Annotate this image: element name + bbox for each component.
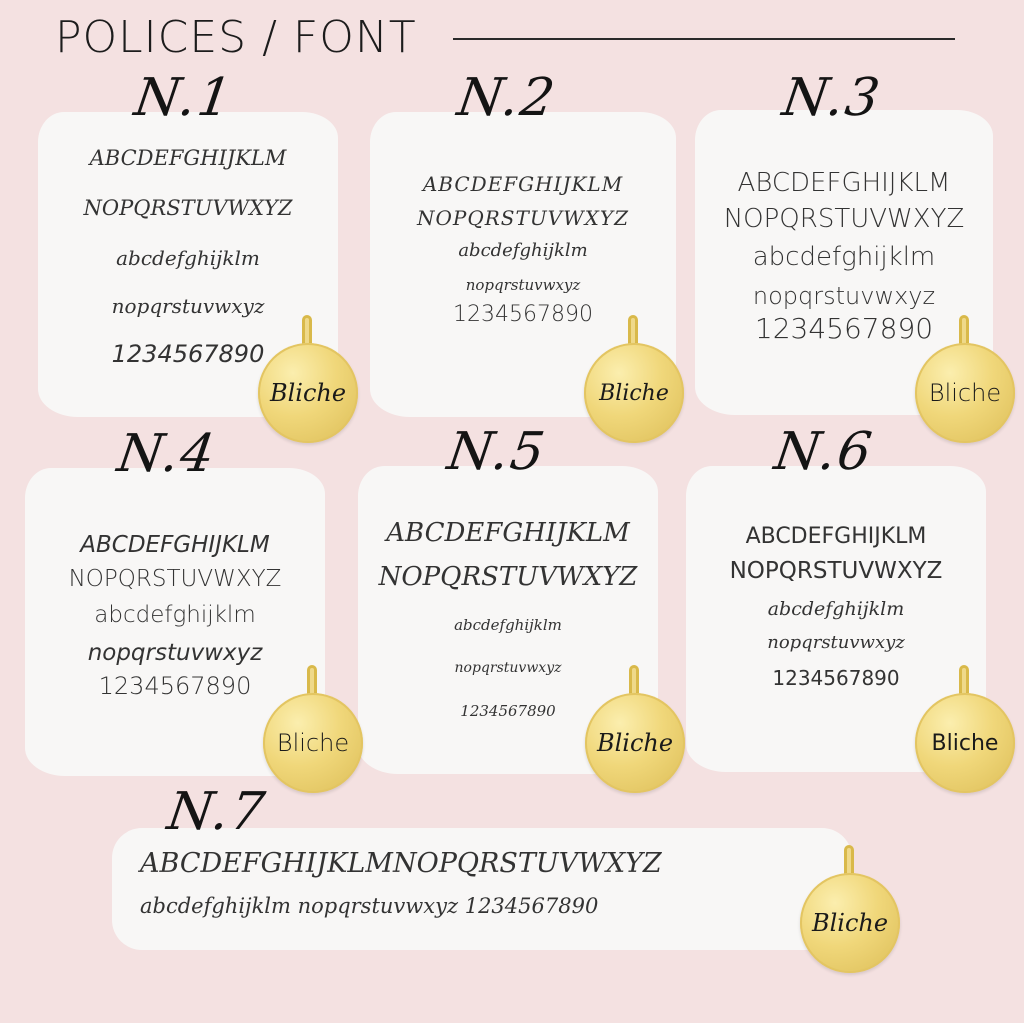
pendant-disc [584, 343, 684, 443]
pendant-text: Bliche [931, 730, 999, 756]
sample-lowercase-2: nopqrstuvwxyz [752, 282, 936, 310]
pendant-n7 [800, 845, 900, 975]
sample-digits: 1234567890 [453, 302, 593, 327]
sample-uppercase-1: ABCDEFGHIJKLM [89, 146, 287, 170]
sample-uppercase-2: NOPQRSTUVWXYZ [378, 562, 638, 592]
sample-uppercase-2: NOPQRSTUVWXYZ [416, 206, 630, 230]
pendant-text: Bliche [811, 909, 889, 937]
sample-lowercase-2: nopqrstuvwxyz [767, 632, 905, 653]
pendant-disc [585, 693, 685, 793]
sample-digits: 1234567890 [111, 340, 265, 368]
pendant-n3 [915, 315, 1015, 445]
sample-lowercase-digits: abcdefghijklm nopqrstuvwxyz 1234567890 [140, 894, 599, 918]
sample-uppercase-1: ABCDEFGHIJKLM [386, 518, 630, 548]
pendant-disc [915, 693, 1015, 793]
pendant-disc [800, 873, 900, 973]
pendant-n5 [585, 665, 685, 795]
font-label-n3: N.3 [778, 68, 886, 128]
sample-lowercase-1: abcdefghijklm [116, 246, 260, 270]
sample-uppercase: ABCDEFGHIJKLMNOPQRSTUVWXYZ [140, 848, 662, 879]
sample-uppercase-2: NOPQRSTUVWXYZ [83, 196, 293, 220]
pendant-disc [258, 343, 358, 443]
sample-uppercase-2: NOPQRSTUVWXYZ [729, 558, 943, 584]
sample-uppercase-2: NOPQRSTUVWXYZ [723, 204, 965, 234]
sample-lowercase-1: abcdefghijklm [454, 616, 562, 634]
pendant-n4 [263, 665, 363, 795]
font-card-n7[interactable] [112, 828, 852, 950]
sample-lowercase-2: nopqrstuvwxyz [454, 660, 562, 676]
sample-uppercase-1: ABCDEFGHIJKLM [737, 168, 951, 198]
font-label-n5: N.5 [443, 422, 551, 482]
sample-digits: 1234567890 [772, 666, 900, 690]
sample-uppercase-1: ABCDEFGHIJKLM [745, 524, 927, 549]
sample-lowercase-1: abcdefghijklm [458, 240, 588, 261]
sample-lowercase-1: abcdefghijklm [752, 242, 936, 272]
header-divider [453, 38, 955, 40]
sample-lowercase-1: abcdefghijklm [94, 602, 256, 628]
pendant-n6 [915, 665, 1015, 795]
pendant-text: Bliche [596, 729, 674, 757]
pendant-text: Bliche [269, 379, 347, 407]
sample-digits: 1234567890 [460, 702, 556, 720]
sample-lowercase-1: abcdefghijklm [767, 598, 905, 620]
sample-lowercase-2: nopqrstuvwxyz [87, 640, 263, 666]
pendant-n2 [584, 315, 684, 445]
sample-digits: 1234567890 [98, 672, 252, 700]
sample-uppercase-1: ABCDEFGHIJKLM [422, 172, 624, 196]
font-label-n4: N.4 [113, 424, 221, 484]
pendant-text: Bliche [276, 729, 350, 757]
sample-lowercase-2: nopqrstuvwxyz [465, 276, 581, 294]
pendant-disc [915, 343, 1015, 443]
sample-lowercase-2: nopqrstuvwxyz [111, 294, 265, 318]
sample-uppercase-1: ABCDEFGHIJKLM [80, 532, 270, 558]
sample-uppercase-2: NOPQRSTUVWXYZ [68, 566, 282, 592]
font-label-n1: N.1 [130, 68, 238, 128]
font-label-n2: N.2 [453, 68, 561, 128]
pendant-text: Bliche [599, 380, 669, 406]
font-label-n7: N.7 [163, 782, 271, 842]
page-title: POLICES / FONT [55, 12, 417, 63]
sample-digits: 1234567890 [754, 312, 934, 345]
pendant-n1 [258, 315, 358, 445]
font-label-n6: N.6 [770, 422, 878, 482]
pendant-text: Bliche [928, 379, 1002, 407]
pendant-disc [263, 693, 363, 793]
